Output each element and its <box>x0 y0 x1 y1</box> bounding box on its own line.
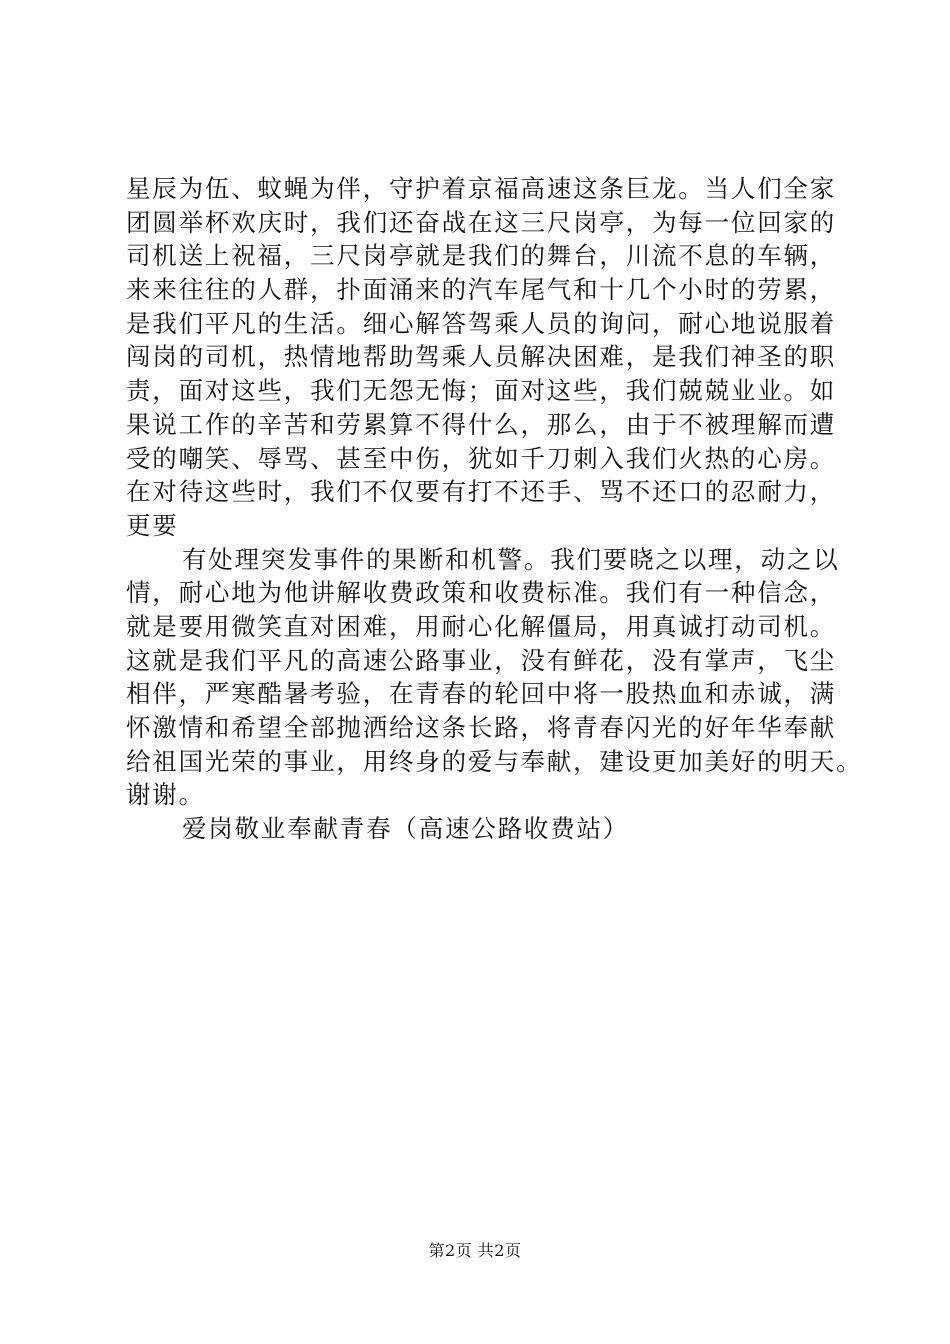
text-line: 责，面对这些，我们无怨无悔；面对这些，我们兢兢业业。如 <box>126 376 837 406</box>
document-body <box>126 172 863 846</box>
page-number-label: 第2页 共2页 <box>428 1241 522 1260</box>
paragraph-1 <box>126 172 856 543</box>
text-line: 相伴，严寒酷暑考验，在青春的轮回中将一股热血和赤诚，满 <box>126 679 837 709</box>
paragraph-2 <box>126 543 863 813</box>
text-line: 给祖国光荣的事业，用终身的爱与奉献，建设更加美好的明天。 <box>126 746 863 776</box>
text-line: 情，耐心地为他讲解收费政策和收费标准。我们有一种信念， <box>126 578 837 608</box>
text-line: 闯岗的司机，热情地帮助驾乘人员解决困难，是我们神圣的职 <box>126 342 837 372</box>
text-line: 在对待这些时，我们不仅要有打不还手、骂不还口的忍耐力， <box>126 477 837 507</box>
text-line: 受的嘲笑、辱骂、甚至中伤，犹如千刀刺入我们火热的心房。 <box>126 443 837 473</box>
text-line: 这就是我们平凡的高速公路事业，没有鲜花，没有掌声，飞尘 <box>126 645 837 675</box>
text-line: 爱岗敬业奉献青春（高速公路收费站） <box>182 814 630 844</box>
text-line: 谢谢。 <box>126 780 205 810</box>
text-line: 是我们平凡的生活。细心解答驾乘人员的询问，耐心地说服着 <box>126 308 837 338</box>
text-line: 星辰为伍、蚊蝇为伴，守护着京福高速这条巨龙。当人们全家 <box>126 174 837 203</box>
text-line: 来来往往的人群，扑面涌来的汽车尾气和十几个小时的劳累， <box>126 275 837 305</box>
text-line: 司机送上祝福，三尺岗亭就是我们的舞台，川流不息的车辆， <box>126 241 837 271</box>
text-line: 团圆举杯欢庆时，我们还奋战在这三尺岗亭，为每一位回家的 <box>126 207 837 237</box>
text-line: 更要 <box>126 510 179 540</box>
page-footer <box>0 1240 950 1262</box>
text-line: 就是要用微笑直对困难，用耐心化解僵局，用真诚打动司机。 <box>126 611 837 641</box>
text-line: 果说工作的辛苦和劳累算不得什么，那么，由于不被理解而遭 <box>126 409 837 439</box>
text-line: 怀激情和希望全部抛洒给这条长路，将青春闪光的好年华奉献 <box>126 713 837 742</box>
paragraph-3 <box>126 812 856 846</box>
text-line: 有处理突发事件的果断和机警。我们要晓之以理，动之以 <box>182 544 840 574</box>
